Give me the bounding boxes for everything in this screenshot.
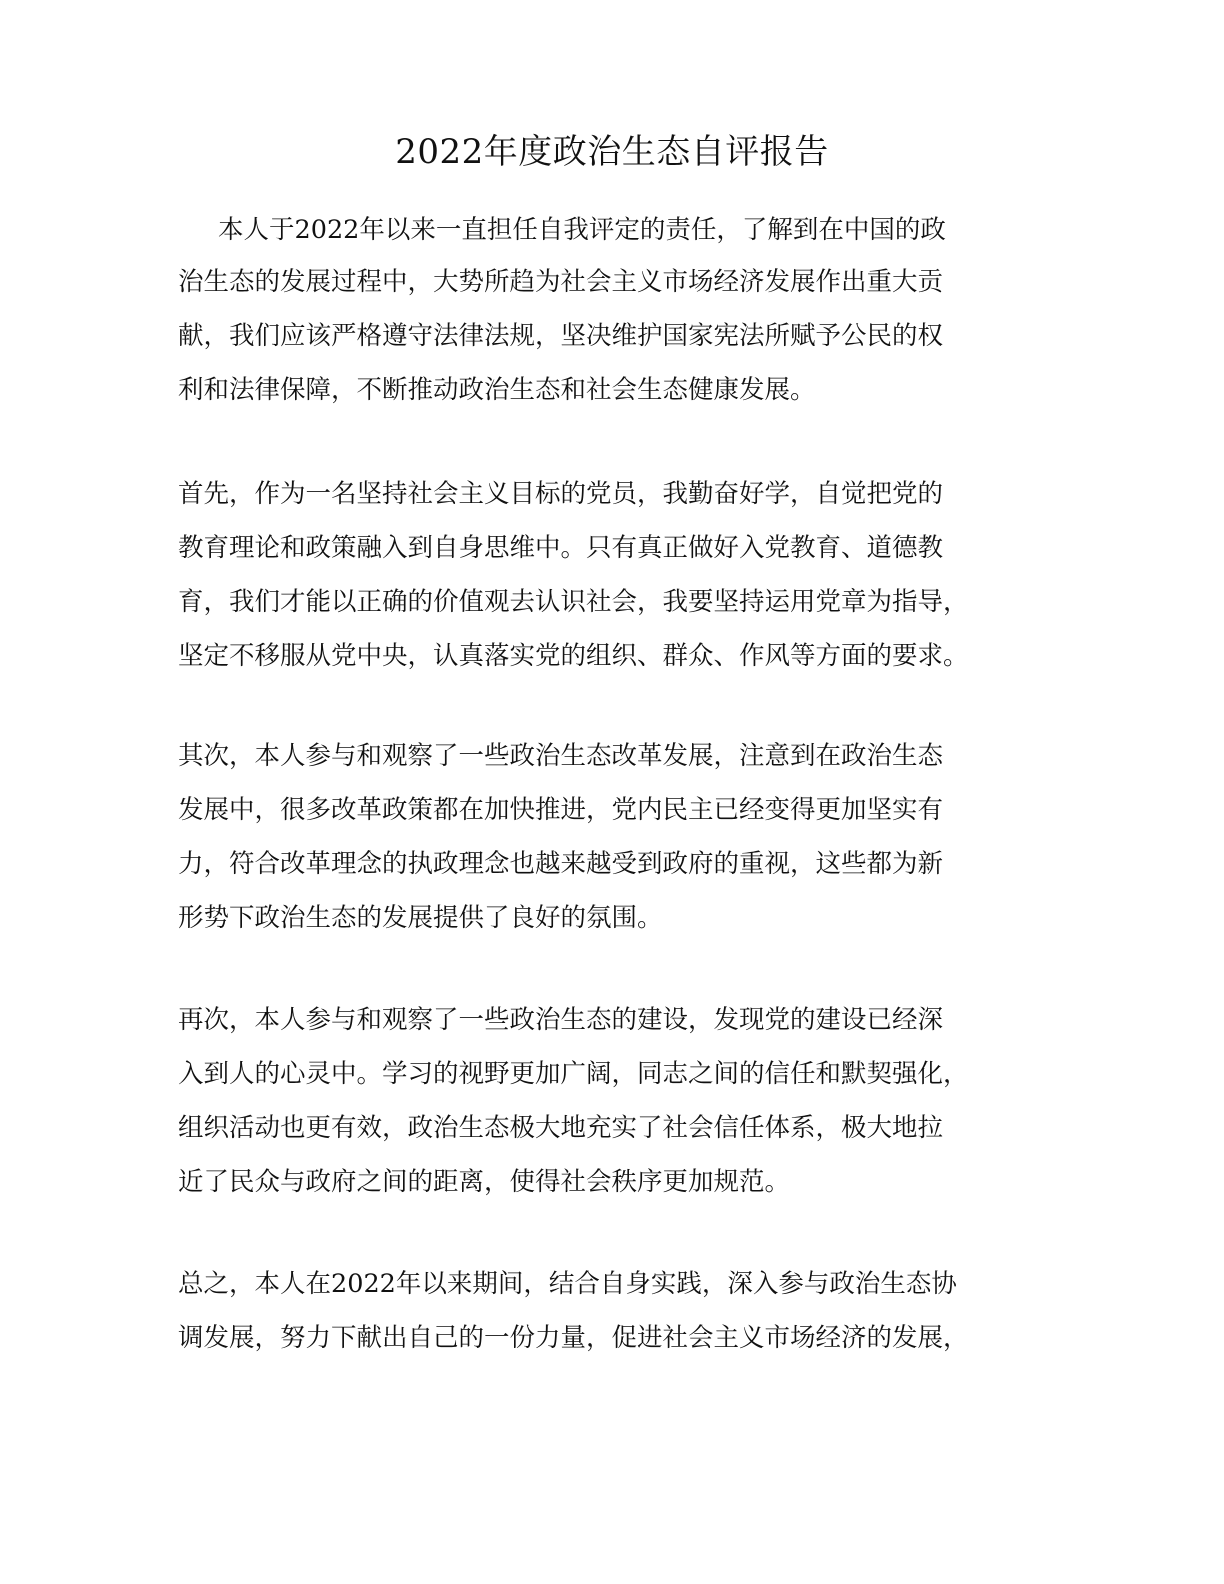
paragraph-2-line-3: 育，我们才能以正确的价值观去认识社会，我要坚持运用党章为指导，: [178, 587, 969, 617]
paragraph-4-line-3: 组织活动也更有效，政治生态极大地充实了社会信任体系，极大地拉: [178, 1113, 944, 1143]
paragraph-5-line-1: 总之，本人在2022年以来期间，结合自身实践，深入参与政治生态协: [178, 1269, 957, 1299]
paragraph-3-line-3: 力，符合改革理念的执政理念也越来越受到政府的重视，这些都为新: [178, 849, 944, 879]
document-title: 2022年度政治生态自评报告: [395, 132, 829, 172]
paragraph-3-line-2: 发展中，很多改革政策都在加快推进，党内民主已经变得更加坚实有: [178, 795, 944, 825]
paragraph-3-line-4: 形势下政治生态的发展提供了良好的氛围。: [178, 903, 663, 933]
paragraph-5-line-2: 调发展，努力下献出自己的一份力量，促进社会主义市场经济的发展，: [178, 1323, 969, 1353]
paragraph-3-line-1: 其次，本人参与和观察了一些政治生态改革发展，注意到在政治生态: [178, 741, 944, 771]
paragraph-2-line-1: 首先，作为一名坚持社会主义目标的党员，我勤奋好学，自觉把党的: [178, 479, 944, 509]
paragraph-4-line-1: 再次，本人参与和观察了一些政治生态的建设，发现党的建设已经深: [178, 1005, 944, 1035]
paragraph-4-line-2: 入到人的心灵中。学习的视野更加广阔，同志之间的信任和默契强化，: [178, 1059, 969, 1089]
paragraph-4-line-4: 近了民众与政府之间的距离，使得社会秩序更加规范。: [178, 1167, 791, 1197]
paragraph-2-line-2: 教育理论和政策融入到自身思维中。只有真正做好入党教育、道德教: [178, 533, 944, 563]
paragraph-2-line-4: 坚定不移服从党中央，认真落实党的组织、群众、作风等方面的要求。: [178, 641, 969, 671]
paragraph-1-line-2: 治生态的发展过程中，大势所趋为社会主义市场经济发展作出重大贡: [178, 267, 944, 297]
paragraph-1-line-3: 献，我们应该严格遵守法律法规，坚决维护国家宪法所赋予公民的权: [178, 321, 944, 351]
paragraph-1-line-4: 利和法律保障，不断推动政治生态和社会生态健康发展。: [178, 375, 816, 405]
paragraph-1-line-1: 本人于2022年以来一直担任自我评定的责任，了解到在中国的政: [218, 215, 946, 245]
